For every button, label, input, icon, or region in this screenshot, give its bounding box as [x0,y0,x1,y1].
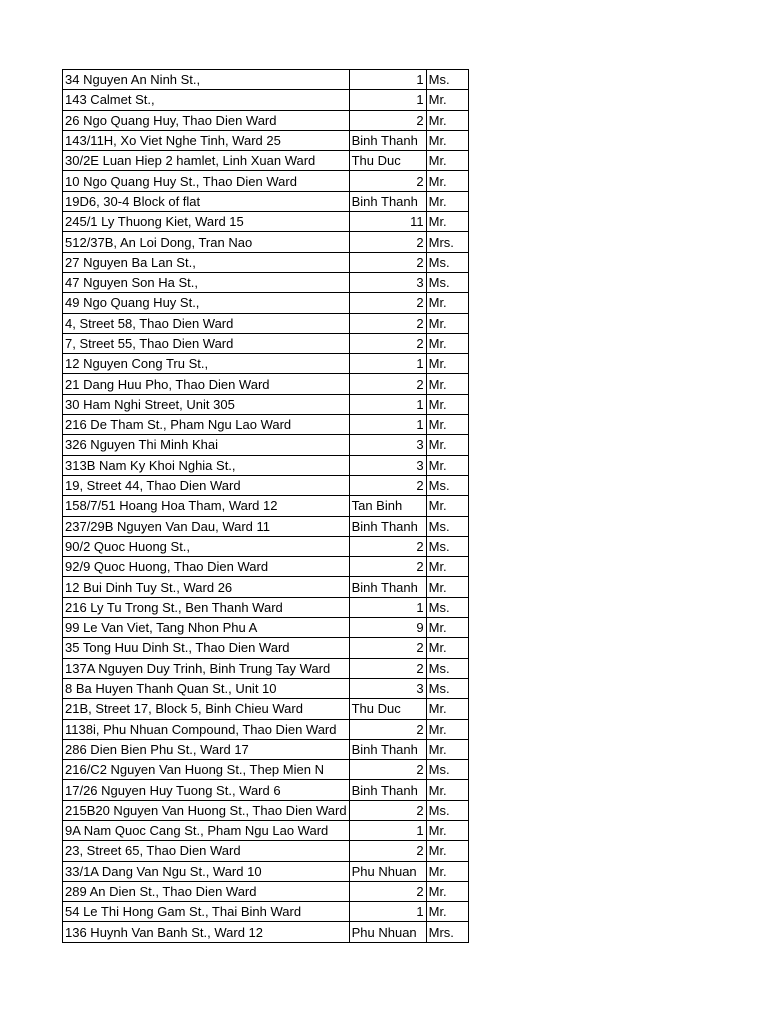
address-cell[interactable]: 4, Street 58, Thao Dien Ward [63,313,350,333]
title-cell[interactable]: Mr. [426,313,468,333]
quantity-cell[interactable]: 2 [349,638,426,658]
quantity-cell[interactable]: 11 [349,212,426,232]
title-cell[interactable]: Mr. [426,719,468,739]
title-cell[interactable]: Mr. [426,699,468,719]
table-row [63,333,469,353]
table-row [63,678,469,698]
district-cell[interactable]: Phu Nhuan [349,861,426,881]
title-cell[interactable]: Ms. [426,536,468,556]
address-cell[interactable]: 35 Tong Huu Dinh St., Thao Dien Ward [63,638,350,658]
district-cell[interactable]: Binh Thanh [349,516,426,536]
quantity-cell[interactable]: 2 [349,252,426,272]
address-cell[interactable]: 21 Dang Huu Pho, Thao Dien Ward [63,374,350,394]
address-cell[interactable]: 143 Calmet St., [63,90,350,110]
table-row [63,618,469,638]
address-cell[interactable]: 215B20 Nguyen Van Huong St., Thao Dien Ward [63,800,350,820]
quantity-cell[interactable]: 1 [349,902,426,922]
address-cell[interactable]: 289 An Dien St., Thao Dien Ward [63,881,350,901]
quantity-cell[interactable]: 2 [349,475,426,495]
title-cell[interactable]: Mr. [426,333,468,353]
address-table-body [63,70,469,943]
table-row [63,597,469,617]
table-row [63,760,469,780]
address-cell[interactable]: 99 Le Van Viet, Tang Nhon Phu A [63,618,350,638]
table-row [63,577,469,597]
address-cell[interactable]: 245/1 Ly Thuong Kiet, Ward 15 [63,212,350,232]
table-row [63,557,469,577]
title-cell[interactable]: Mr. [426,618,468,638]
table-row [63,272,469,292]
quantity-cell[interactable]: 3 [349,678,426,698]
table-row [63,455,469,475]
table-row [63,191,469,211]
table-row [63,861,469,881]
table-row [63,658,469,678]
address-cell[interactable]: 49 Ngo Quang Huy St., [63,293,350,313]
district-cell[interactable]: Tan Binh [349,496,426,516]
table-row [63,841,469,861]
address-cell[interactable]: 137A Nguyen Duy Trinh, Binh Trung Tay Ward [63,658,350,678]
quantity-cell[interactable]: 2 [349,232,426,252]
address-cell[interactable]: 143/11H, Xo Viet Nghe Tinh, Ward 25 [63,130,350,150]
address-cell[interactable]: 92/9 Quoc Huong, Thao Dien Ward [63,557,350,577]
address-cell[interactable]: 286 Dien Bien Phu St., Ward 17 [63,739,350,759]
title-cell[interactable]: Mrs. [426,922,468,942]
table-row [63,110,469,130]
address-cell[interactable]: 12 Bui Dinh Tuy St., Ward 26 [63,577,350,597]
district-cell[interactable]: Binh Thanh [349,577,426,597]
quantity-cell[interactable]: 1 [349,90,426,110]
address-cell[interactable]: 30 Ham Nghi Street, Unit 305 [63,394,350,414]
quantity-cell[interactable]: 2 [349,374,426,394]
title-cell[interactable]: Mr. [426,171,468,191]
quantity-cell[interactable]: 1 [349,820,426,840]
title-cell[interactable]: Ms. [426,658,468,678]
table-row [63,820,469,840]
quantity-cell[interactable]: 2 [349,841,426,861]
table-row [63,922,469,942]
title-cell[interactable]: Ms. [426,760,468,780]
quantity-cell[interactable]: 2 [349,719,426,739]
table-row [63,638,469,658]
table-row [63,516,469,536]
table-row [63,902,469,922]
table-row [63,394,469,414]
table-row [63,171,469,191]
title-cell[interactable]: Mrs. [426,232,468,252]
title-cell[interactable]: Mr. [426,435,468,455]
title-cell[interactable]: Mr. [426,841,468,861]
table-row [63,90,469,110]
address-cell[interactable]: 8 Ba Huyen Thanh Quan St., Unit 10 [63,678,350,698]
table-row [63,780,469,800]
title-cell[interactable]: Mr. [426,780,468,800]
quantity-cell[interactable]: 2 [349,110,426,130]
table-row [63,719,469,739]
address-cell[interactable]: 9A Nam Quoc Cang St., Pham Ngu Lao Ward [63,820,350,840]
quantity-cell[interactable]: 2 [349,557,426,577]
address-cell[interactable]: 313B Nam Ky Khoi Nghia St., [63,455,350,475]
table-row [63,475,469,495]
quantity-cell[interactable]: 3 [349,272,426,292]
title-cell[interactable]: Ms. [426,516,468,536]
address-cell[interactable]: 237/29B Nguyen Van Dau, Ward 11 [63,516,350,536]
address-cell[interactable]: 34 Nguyen An Ninh St., [63,70,350,90]
address-cell[interactable]: 23, Street 65, Thao Dien Ward [63,841,350,861]
table-row [63,70,469,90]
title-cell[interactable]: Mr. [426,820,468,840]
table-row [63,151,469,171]
table-row [63,374,469,394]
title-cell[interactable]: Ms. [426,800,468,820]
address-cell[interactable]: 19D6, 30-4 Block of flat [63,191,350,211]
table-row [63,536,469,556]
table-row [63,354,469,374]
title-cell[interactable]: Mr. [426,394,468,414]
title-cell[interactable]: Mr. [426,638,468,658]
district-cell[interactable]: Binh Thanh [349,130,426,150]
address-cell[interactable]: 10 Ngo Quang Huy St., Thao Dien Ward [63,171,350,191]
table-row [63,313,469,333]
title-cell[interactable]: Mr. [426,110,468,130]
address-cell[interactable]: 26 Ngo Quang Huy, Thao Dien Ward [63,110,350,130]
quantity-cell[interactable]: 2 [349,171,426,191]
title-cell[interactable]: Ms. [426,678,468,698]
title-cell[interactable]: Mr. [426,455,468,475]
address-cell[interactable]: 90/2 Quoc Huong St., [63,536,350,556]
quantity-cell[interactable]: 1 [349,597,426,617]
address-table [62,69,469,943]
district-cell[interactable]: Binh Thanh [349,191,426,211]
district-cell[interactable]: Binh Thanh [349,780,426,800]
title-cell[interactable]: Ms. [426,272,468,292]
table-row [63,881,469,901]
title-cell[interactable]: Ms. [426,475,468,495]
title-cell[interactable]: Mr. [426,212,468,232]
table-row [63,130,469,150]
title-cell[interactable]: Mr. [426,496,468,516]
quantity-cell[interactable]: 2 [349,800,426,820]
address-cell[interactable]: 1138i, Phu Nhuan Compound, Thao Dien Ward [63,719,350,739]
quantity-cell[interactable]: 1 [349,394,426,414]
address-cell[interactable]: 30/2E Luan Hiep 2 hamlet, Linh Xuan Ward [63,151,350,171]
title-cell[interactable]: Mr. [426,293,468,313]
address-cell[interactable]: 136 Huynh Van Banh St., Ward 12 [63,922,350,942]
table-row [63,435,469,455]
address-cell[interactable]: 19, Street 44, Thao Dien Ward [63,475,350,495]
title-cell[interactable]: Ms. [426,597,468,617]
quantity-cell[interactable]: 3 [349,455,426,475]
title-cell[interactable]: Mr. [426,374,468,394]
address-cell[interactable]: 326 Nguyen Thi Minh Khai [63,435,350,455]
title-cell[interactable]: Mr. [426,902,468,922]
title-cell[interactable]: Mr. [426,415,468,435]
district-cell[interactable]: Phu Nhuan [349,922,426,942]
title-cell[interactable]: Mr. [426,577,468,597]
address-cell[interactable]: 12 Nguyen Cong Tru St., [63,354,350,374]
table-row [63,212,469,232]
address-cell[interactable]: 216 De Tham St., Pham Ngu Lao Ward [63,415,350,435]
table-row [63,699,469,719]
title-cell[interactable]: Mr. [426,191,468,211]
title-cell[interactable]: Ms. [426,252,468,272]
address-cell[interactable]: 7, Street 55, Thao Dien Ward [63,333,350,353]
address-cell[interactable]: 54 Le Thi Hong Gam St., Thai Binh Ward [63,902,350,922]
table-row [63,252,469,272]
district-cell[interactable]: Thu Duc [349,699,426,719]
address-cell[interactable]: 512/37B, An Loi Dong, Tran Nao [63,232,350,252]
quantity-cell[interactable]: 2 [349,313,426,333]
quantity-cell[interactable]: 2 [349,293,426,313]
address-cell[interactable]: 21B, Street 17, Block 5, Binh Chieu Ward [63,699,350,719]
table-row [63,739,469,759]
quantity-cell[interactable]: 1 [349,415,426,435]
title-cell[interactable]: Mr. [426,881,468,901]
title-cell[interactable]: Mr. [426,557,468,577]
address-cell[interactable]: 47 Nguyen Son Ha St., [63,272,350,292]
quantity-cell[interactable]: 3 [349,435,426,455]
quantity-cell[interactable]: 2 [349,881,426,901]
quantity-cell[interactable]: 2 [349,658,426,678]
address-cell[interactable]: 158/7/51 Hoang Hoa Tham, Ward 12 [63,496,350,516]
title-cell[interactable]: Mr. [426,130,468,150]
quantity-cell[interactable]: 1 [349,354,426,374]
table-row [63,293,469,313]
table-row [63,232,469,252]
address-cell[interactable]: 33/1A Dang Van Ngu St., Ward 10 [63,861,350,881]
table-row [63,496,469,516]
title-cell[interactable]: Mr. [426,861,468,881]
address-cell[interactable]: 27 Nguyen Ba Lan St., [63,252,350,272]
quantity-cell[interactable]: 1 [349,70,426,90]
address-cell[interactable]: 216 Ly Tu Trong St., Ben Thanh Ward [63,597,350,617]
quantity-cell[interactable]: 9 [349,618,426,638]
title-cell[interactable]: Mr. [426,90,468,110]
title-cell[interactable]: Mr. [426,354,468,374]
quantity-cell[interactable]: 2 [349,333,426,353]
address-cell[interactable]: 17/26 Nguyen Huy Tuong St., Ward 6 [63,780,350,800]
title-cell[interactable]: Mr. [426,151,468,171]
district-cell[interactable]: Thu Duc [349,151,426,171]
quantity-cell[interactable]: 2 [349,760,426,780]
table-row [63,415,469,435]
district-cell[interactable]: Binh Thanh [349,739,426,759]
title-cell[interactable]: Ms. [426,70,468,90]
quantity-cell[interactable]: 2 [349,536,426,556]
title-cell[interactable]: Mr. [426,739,468,759]
address-cell[interactable]: 216/C2 Nguyen Van Huong St., Thep Mien N [63,760,350,780]
table-row [63,800,469,820]
